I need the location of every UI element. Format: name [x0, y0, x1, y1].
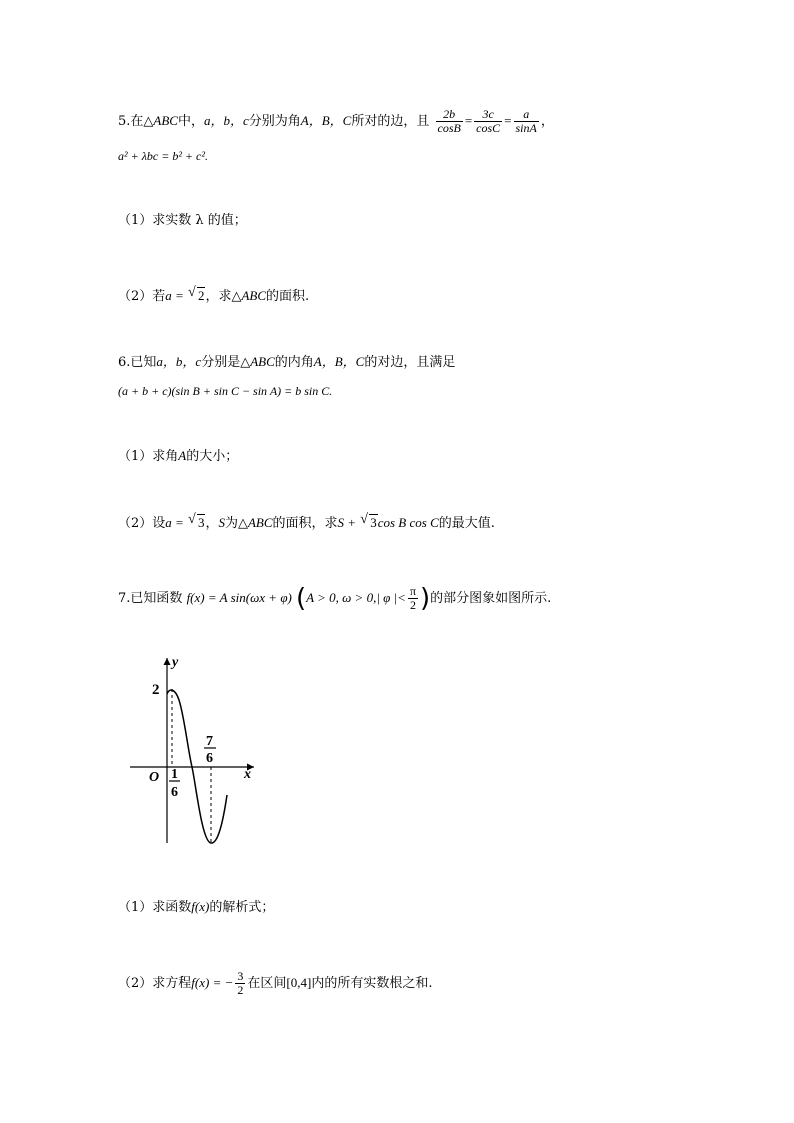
problem-7-question-2	[118, 970, 432, 997]
sine-graph	[126, 650, 266, 850]
text: 已知函数	[130, 591, 183, 606]
text: 的面积.	[266, 289, 310, 304]
side-variables: a，b，c	[156, 354, 202, 369]
text: 所对的边，且	[351, 114, 430, 129]
fraction-a-sina	[514, 108, 539, 135]
x1-denominator: 6	[171, 785, 178, 800]
fraction-denominator: 2	[237, 983, 244, 997]
fraction-numerator: a	[514, 108, 539, 122]
fraction-denominator: sinA	[515, 121, 537, 135]
fraction-denominator: cosB	[437, 121, 461, 135]
text: 分别是△	[201, 355, 251, 370]
text: 内的所有实数根之和.	[311, 976, 433, 991]
text: 中，	[177, 114, 204, 129]
sqrt-3: √ 3	[187, 512, 205, 530]
problem-5-line-1	[118, 108, 554, 135]
text: 的面积，求	[272, 516, 338, 531]
y-axis-label: y	[172, 655, 179, 670]
problem-7-question-1	[118, 897, 274, 918]
problem-6-equation	[118, 381, 332, 401]
expression: cos B cos C	[377, 515, 439, 530]
text: 分别为角	[248, 114, 301, 129]
function-expression: f(x) = A sin(ωx + φ)	[186, 590, 292, 605]
interval: [0,4]	[286, 975, 312, 990]
triangle-name: ABC	[250, 354, 275, 369]
x-axis-label: x	[244, 767, 251, 782]
period: .	[329, 384, 333, 398]
fraction-numerator: 2b	[436, 108, 463, 122]
text: 在区间	[247, 976, 287, 991]
radicand: 3	[197, 515, 205, 530]
radicand: 2	[197, 288, 205, 303]
variable: A	[178, 448, 187, 463]
text: 在△	[130, 114, 154, 129]
x1-numerator: 1	[171, 767, 178, 782]
problem-number: 7.	[118, 591, 131, 606]
text: ，求△	[205, 289, 242, 304]
equals: =	[464, 113, 473, 128]
condition: A > 0, ω > 0,| φ |<	[306, 590, 406, 605]
text: （2）设	[118, 516, 166, 531]
question-text: （1）求实数 λ 的值；	[118, 213, 247, 228]
expression: S +	[337, 515, 357, 530]
x2-denominator: 6	[206, 751, 213, 766]
max-value-label: 2	[152, 682, 160, 698]
fraction-numerator: π	[409, 584, 416, 598]
equation: a² + λbc = b² + c²	[118, 149, 205, 163]
text: ，	[540, 114, 554, 129]
origin-label: O	[149, 770, 160, 785]
variable: S	[218, 515, 225, 530]
text: （2）若	[118, 289, 166, 304]
text: 的对边，且满足	[364, 355, 456, 370]
problem-6-question-1	[118, 446, 238, 467]
fraction-3-over-2	[235, 970, 245, 997]
angle-variables: A，B，C	[300, 113, 352, 128]
x2-numerator: 7	[206, 734, 213, 749]
problem-5-question-2	[118, 286, 309, 307]
fraction-pi-over-2	[408, 585, 418, 612]
text: （1）求函数	[118, 900, 192, 915]
text: 的解析式；	[209, 900, 275, 915]
problem-5-equation	[118, 146, 208, 166]
triangle-name: ABC	[247, 515, 273, 530]
fraction-denominator: 2	[409, 598, 416, 612]
text: 的最大值.	[438, 516, 495, 531]
triangle-name: ABC	[153, 113, 178, 128]
problem-number: 5.	[118, 114, 131, 129]
fraction-2b-cosb	[436, 108, 463, 135]
triangle-name: ABC	[241, 288, 267, 303]
variable: a =	[165, 288, 184, 303]
side-variables: a，b，c	[203, 113, 249, 128]
variable: a =	[165, 515, 184, 530]
fraction-denominator: cosC	[476, 121, 501, 135]
sqrt-3-expr: √ 3	[360, 512, 377, 530]
equation: (a + b + c)(sin B + sin C − sin A) = b sin C	[118, 384, 330, 398]
text: 为△	[224, 516, 248, 531]
fraction-numerator: 3c	[474, 108, 502, 122]
radicand: 3	[370, 515, 377, 530]
text: 的大小；	[186, 449, 239, 464]
problem-5-question-1	[118, 211, 247, 231]
text: 的部分图象如图所示.	[430, 591, 552, 606]
angle-variables: A，B，C	[313, 354, 365, 369]
fraction-3c-cosc	[474, 108, 502, 135]
function: f(x)	[191, 899, 210, 914]
problem-6-line-1	[118, 352, 455, 373]
problem-7-line-1: 7.已知函数 f(x) = A sin(ωx + φ) (A > 0, ω > 0,| φ |< $\frac{\pi}{2}$ )的部分图象如图所示.	[118, 583, 552, 614]
text: 已知	[130, 355, 157, 370]
text: （2）求方程	[118, 976, 192, 991]
equals: =	[504, 113, 512, 128]
equation: f(x) = −	[191, 975, 234, 990]
sqrt-2: √ 2	[187, 285, 205, 303]
text: ，	[205, 516, 219, 531]
problem-6-question-2	[118, 513, 495, 534]
period: .	[204, 149, 208, 163]
problem-number: 6.	[118, 355, 131, 370]
text: 的内角	[274, 355, 314, 370]
text: （1）求角	[118, 449, 179, 464]
fraction-numerator: 3	[237, 969, 244, 983]
